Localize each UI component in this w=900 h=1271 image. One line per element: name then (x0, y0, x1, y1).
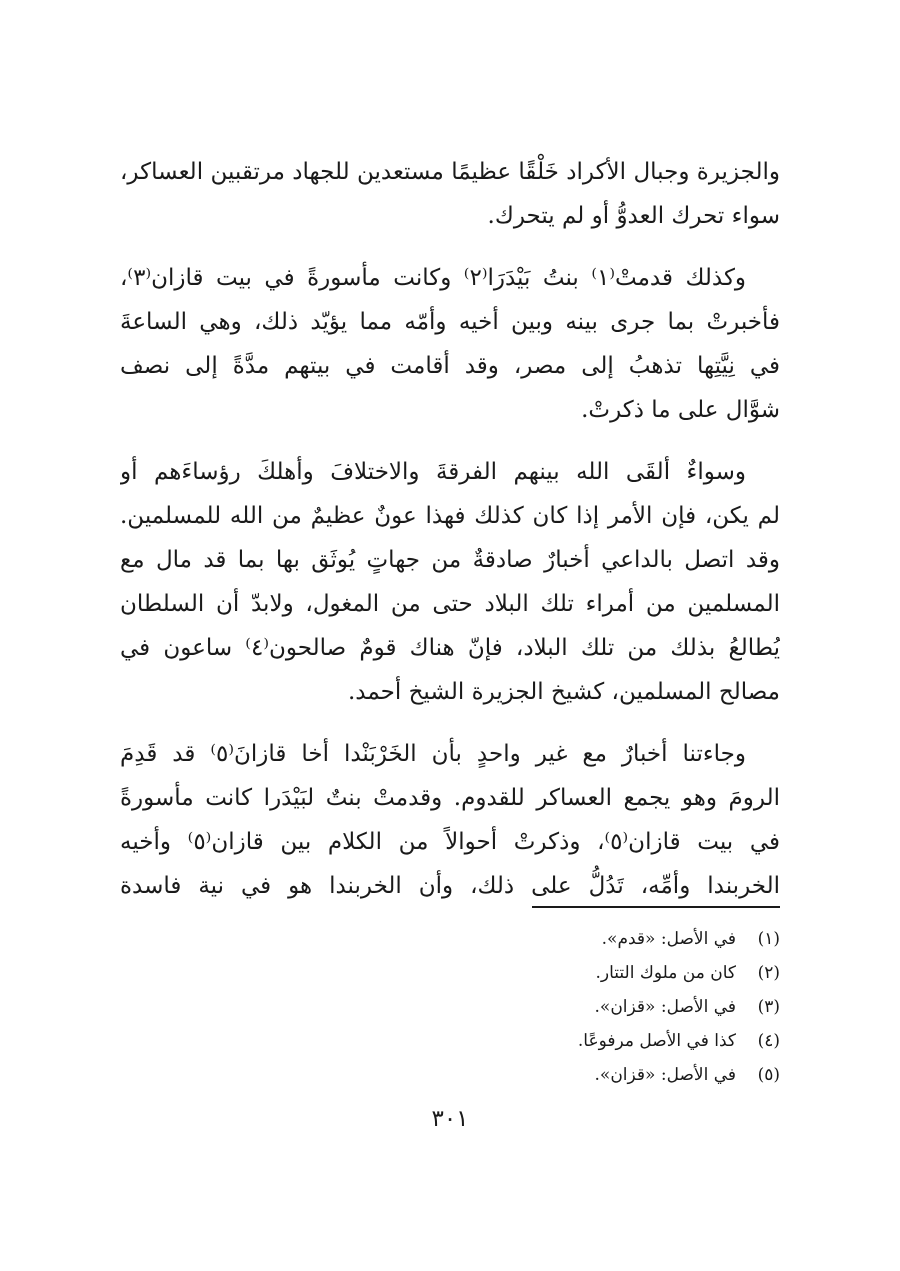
text-line: الرومَ وهو يجمع العساكر للقدوم. وقدمتْ بنتٌ لبَيْدَرا كانت مأسورةً (120, 785, 780, 811)
footnote-item (120, 1024, 780, 1058)
text-line: وسواءٌ ألقَى الله بينهم الفرقةَ والاختلافَ وأهلكَ رؤساءَهم أو (120, 459, 746, 485)
footnote-number: (١) (757, 929, 780, 949)
footnote-number: (٤) (757, 1031, 780, 1051)
book-page (120, 150, 780, 1150)
text-line: شوَّال على ما ذكرتْ. (581, 397, 780, 423)
footnotes-list (120, 922, 780, 1092)
footnote-item (120, 990, 780, 1024)
text-line: في نِيَّتِها تذهبُ إلى مصر، وقد أقامت في بيتهم مدَّةً إلى نصف (120, 353, 780, 379)
text-line: وكذلك قدمتْ⁽١⁾ بنتُ بَيْدَرَا⁽٢⁾ وكانت مأسورةً في بيت قازان⁽٣⁾، (120, 265, 746, 291)
footnote-item (120, 922, 780, 956)
footnote-number: (٢) (757, 963, 780, 983)
text-line: سواء تحرك العدوُّ أو لم يتحرك. (487, 203, 780, 229)
text-line: لم يكن، فإن الأمر إذا كان كذلك فهذا عونٌ عظيمٌ من الله للمسلمين. (120, 503, 780, 529)
footnote-item (120, 1058, 780, 1092)
footnote-divider (532, 906, 780, 908)
text-line: مصالح المسلمين، كشيخ الجزيرة الشيخ أحمد. (347, 679, 780, 705)
text-line: وقد اتصل بالداعي أخبارٌ صادقةٌ من جهاتٍ يُوثَق بها بما قد مال مع (120, 547, 780, 573)
text-line: والجزيرة وجبال الأكراد خَلْقًا عظيمًا مستعدين للجهاد مرتقبين العساكر، (120, 159, 780, 185)
footnote-item (120, 956, 780, 990)
footnote-text: في الأصل: «قزان». (594, 1065, 736, 1085)
text-line: وجاءتنا أخبارٌ مع غير واحدٍ بأن الخَرْبَنْدا أخا قازانَ⁽٥⁾ قد قَدِمَ (120, 741, 746, 767)
page-number: ٣٠١ (431, 1106, 469, 1132)
text-line: في بيت قازان⁽٥⁾، وذكرتْ أحوالاً من الكلام بين قازان⁽٥⁾ وأخيه (120, 829, 780, 855)
paragraph-1 (120, 150, 780, 238)
text-line: يُطالعُ بذلك من تلك البلاد، فإنّ هناك قومٌ صالحون⁽٤⁾ ساعون في (120, 635, 780, 661)
text-line: فأخبرتْ بما جرى بينه وبين أخيه وأمّه مما يؤيّد ذلك، وهي الساعةَ (120, 309, 780, 335)
paragraph-3 (120, 450, 780, 714)
footnote-number: (٣) (757, 997, 780, 1017)
footnote-text: في الأصل: «قدم». (601, 929, 736, 949)
text-line: المسلمين من أمراء تلك البلاد حتى من المغول، ولابدّ أن السلطان (120, 591, 780, 617)
footnote-text: كذا في الأصل مرفوعًا. (577, 1031, 736, 1051)
paragraph-2 (120, 256, 780, 432)
paragraph-4 (120, 732, 780, 908)
text-line: الخربندا وأمِّه، تَدُلُّ على ذلك، وأن الخربندا هو في نية فاسدة (120, 873, 780, 899)
footnote-number: (٥) (757, 1065, 780, 1085)
footnote-text: في الأصل: «قزان». (594, 997, 736, 1017)
footnote-text: كان من ملوك التتار. (595, 963, 736, 983)
